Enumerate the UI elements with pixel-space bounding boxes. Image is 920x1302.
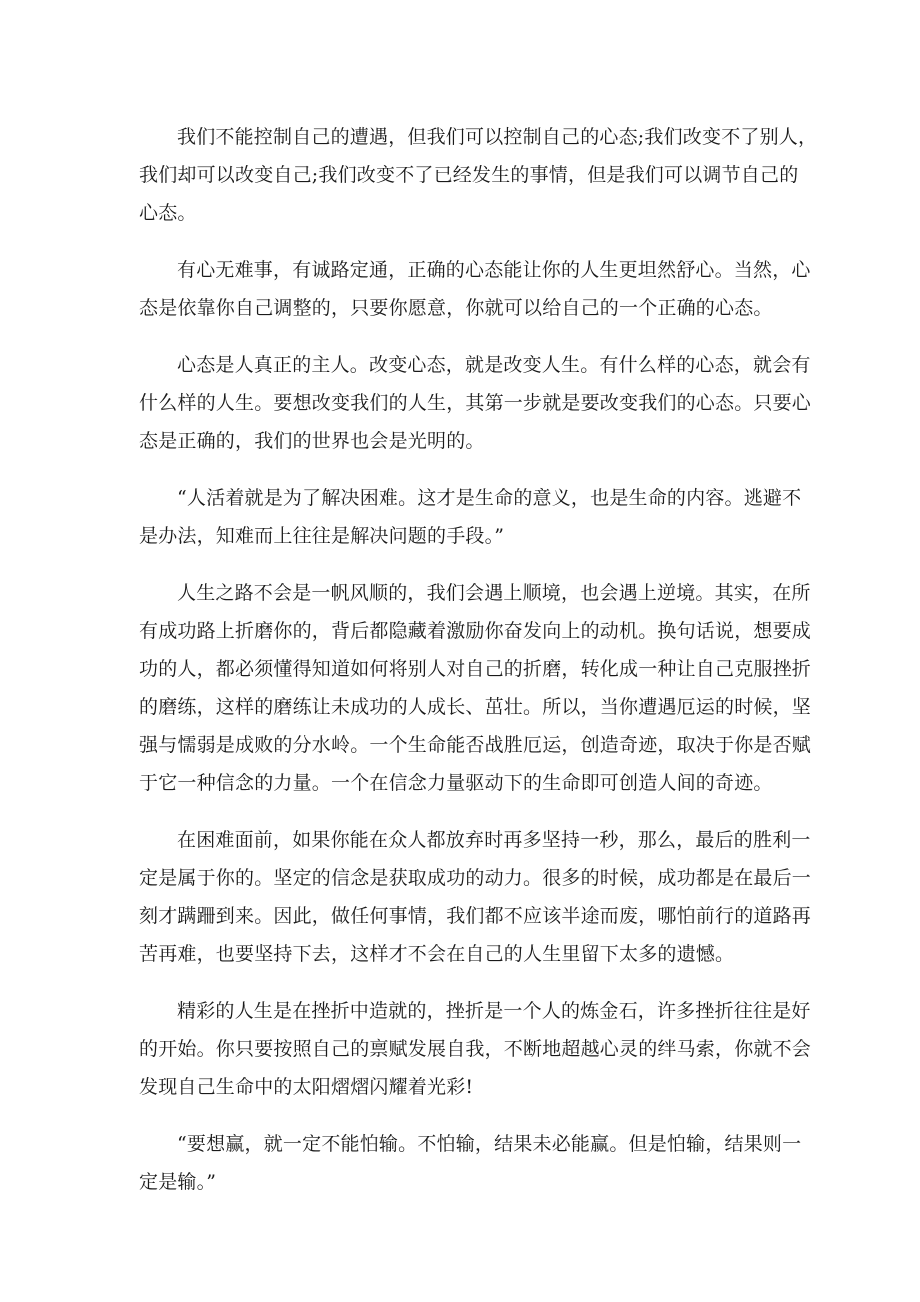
paragraph-1 bbox=[139, 118, 818, 232]
paragraph-line: 强与懦弱是成败的分水岭。一个生命能否战胜厄运，创造奇迹，取决于你是否赋 bbox=[139, 734, 812, 756]
paragraph-line: 在困难面前，如果你能在众人都放弃时再多坚持一秒，那么，最后的胜利一 bbox=[177, 829, 811, 851]
paragraph-line: 功的人，都必须懂得知道如何将别人对自己的折磨，转化成一种让自己克服挫折 bbox=[139, 658, 812, 680]
paragraph-line: 态是依靠你自己调整的，只要你愿意，你就可以给自己的一个正确的心态。 bbox=[139, 297, 773, 319]
document-page bbox=[139, 118, 818, 1220]
paragraph-line: 刻才蹒跚到来。因此，做任何事情，我们都不应该半途而废，哪怕前行的道路再 bbox=[139, 905, 812, 927]
paragraph-line: 什么样的人生。要想改变我们的人生，其第一步就是要改变我们的心态。只要心 bbox=[139, 392, 812, 414]
paragraph-line: 精彩的人生是在挫折中造就的，挫折是一个人的炼金石，许多挫折往往是好 bbox=[177, 1000, 811, 1022]
paragraph-line: 发现自己生命中的太阳熠熠闪耀着光彩! bbox=[139, 1076, 474, 1098]
paragraph-line: 的开始。你只要按照自己的禀赋发展自我，不断地超越心灵的绊马索，你就不会 bbox=[139, 1038, 812, 1060]
paragraph-line: 我们却可以改变自己;我们改变不了已经发生的事情，但是我们可以调节自己的 bbox=[139, 164, 799, 186]
paragraph-line: 有心无难事，有诚路定通，正确的心态能让你的人生更坦然舒心。当然，心 bbox=[177, 259, 811, 281]
paragraph-line: 人生之路不会是一帆风顺的，我们会遇上顺境，也会遇上逆境。其实，在所 bbox=[177, 582, 811, 604]
paragraph-line: 我们不能控制自己的遭遇，但我们可以控制自己的心态;我们改变不了别人， bbox=[177, 126, 818, 148]
paragraph-6 bbox=[139, 821, 812, 973]
paragraph-line: “要想赢，就一定不能怕输。不怕输，结果未必能赢。但是怕输，结果则一 bbox=[177, 1133, 802, 1155]
paragraph-5 bbox=[139, 574, 812, 802]
paragraph-2 bbox=[139, 251, 811, 327]
paragraph-line: 有成功路上折磨你的，背后都隐藏着激励你奋发向上的动机。换句话说，想要成 bbox=[139, 620, 812, 642]
paragraph-line: 定是属于你的。坚定的信念是获取成功的动力。很多的时候，成功都是在最后一 bbox=[139, 867, 812, 889]
paragraph-line: 是办法，知难而上往往是解决问题的手段。” bbox=[139, 525, 505, 547]
paragraph-line: “人活着就是为了解决困难。这才是生命的意义，也是生命的内容。逃避不 bbox=[177, 487, 802, 509]
paragraph-7 bbox=[139, 992, 812, 1106]
paragraph-line: 心态。 bbox=[139, 202, 197, 224]
paragraph-3 bbox=[139, 346, 812, 460]
paragraph-8-quote bbox=[139, 1125, 802, 1201]
paragraph-line: 的磨练，这样的磨练让未成功的人成长、茁壮。所以，当你遭遇厄运的时候，坚 bbox=[139, 696, 812, 718]
paragraph-4-quote bbox=[139, 479, 802, 555]
paragraph-line: 态是正确的，我们的世界也会是光明的。 bbox=[139, 430, 485, 452]
paragraph-line: 心态是人真正的主人。改变心态，就是改变人生。有什么样的心态，就会有 bbox=[177, 354, 811, 376]
paragraph-line: 苦再难，也要坚持下去，这样才不会在自己的人生里留下太多的遗憾。 bbox=[139, 943, 735, 965]
paragraph-line: 于它一种信念的力量。一个在信念力量驱动下的生命即可创造人间的奇迹。 bbox=[139, 772, 773, 794]
paragraph-line: 定是输。” bbox=[139, 1171, 217, 1193]
